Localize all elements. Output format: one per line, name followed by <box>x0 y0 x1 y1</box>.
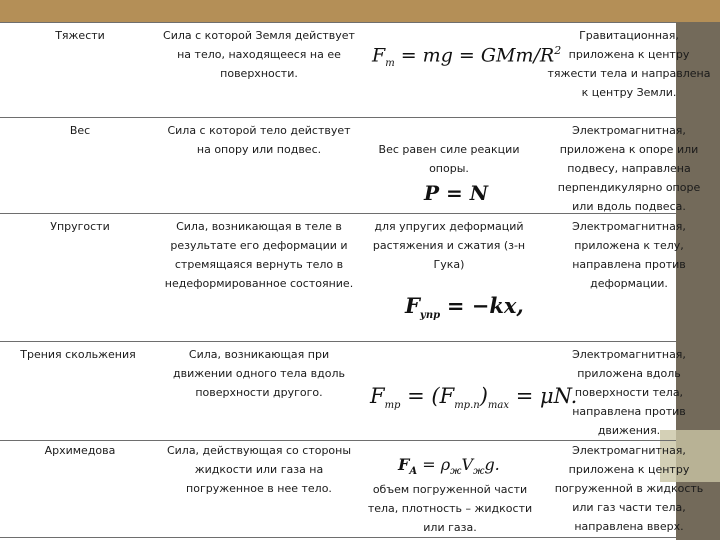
force-nature: Электромагнитная, приложена к телу, направлена против деформации. <box>572 220 686 290</box>
row-divider <box>0 22 676 23</box>
force-nature: Электромагнитная, приложена вдоль поверхности тела, направлена против движения. <box>572 348 686 437</box>
row-divider <box>0 537 676 538</box>
force-nature: Электромагнитная, приложена к центру погруженной в жидкость или газ части тела, направлена вверх. <box>554 444 704 533</box>
friction-formula: $F_{тр} = (F_{тр.п})_{max} = \mu N$. <box>370 384 578 412</box>
archimedes-formula: $F_A = \rho_жV_жg$. <box>398 455 500 478</box>
formula-note: объем погруженной части тела, плотность – жидкости или газа. <box>367 483 533 534</box>
gravity-formula: $F_т$ = mg = GMm/$R^2$ <box>372 44 562 70</box>
weight-formula: P = N <box>424 181 489 205</box>
force-name: Вес <box>69 124 91 137</box>
formula-note: Вес равен силе реакции опоры. <box>378 143 520 175</box>
force-name: Архимедова <box>44 444 116 457</box>
formula-note: для упругих деформаций растяжения и сжатия (з-н Гука) <box>372 220 526 271</box>
force-definition: Сила, возникающая при движении одного тела вдоль поверхности другого. <box>173 348 345 399</box>
elastic-formula: $F_{упр} = -kx$, <box>405 293 524 322</box>
force-definition: Сила с которой Земля действует на тело, находящееся на ее поверхности. <box>163 29 355 80</box>
row-divider <box>0 341 676 342</box>
top-title-bar <box>0 0 720 22</box>
force-nature: Электромагнитная, приложена к опоре или подвесу, направлена перпендикулярно опоре или вдоль подвеса. <box>557 124 701 213</box>
force-name: Трения скольжения <box>20 348 136 361</box>
row-divider <box>0 117 676 118</box>
force-definition: Сила с которой тело действует на опору или подвес. <box>167 124 351 156</box>
force-name: Упругости <box>50 220 110 233</box>
force-definition: Сила, действующая со стороны жидкости или газа на погруженное в нее тело. <box>166 444 352 495</box>
force-nature: Гравитационная, приложена к центру тяжести тела и направлена к центру Земли. <box>547 29 711 99</box>
force-name: Тяжести <box>55 29 105 42</box>
force-definition: Сила, возникающая в теле в результате его деформации и стремящаяся вернуть тело в недеформированное состояние. <box>164 220 354 290</box>
